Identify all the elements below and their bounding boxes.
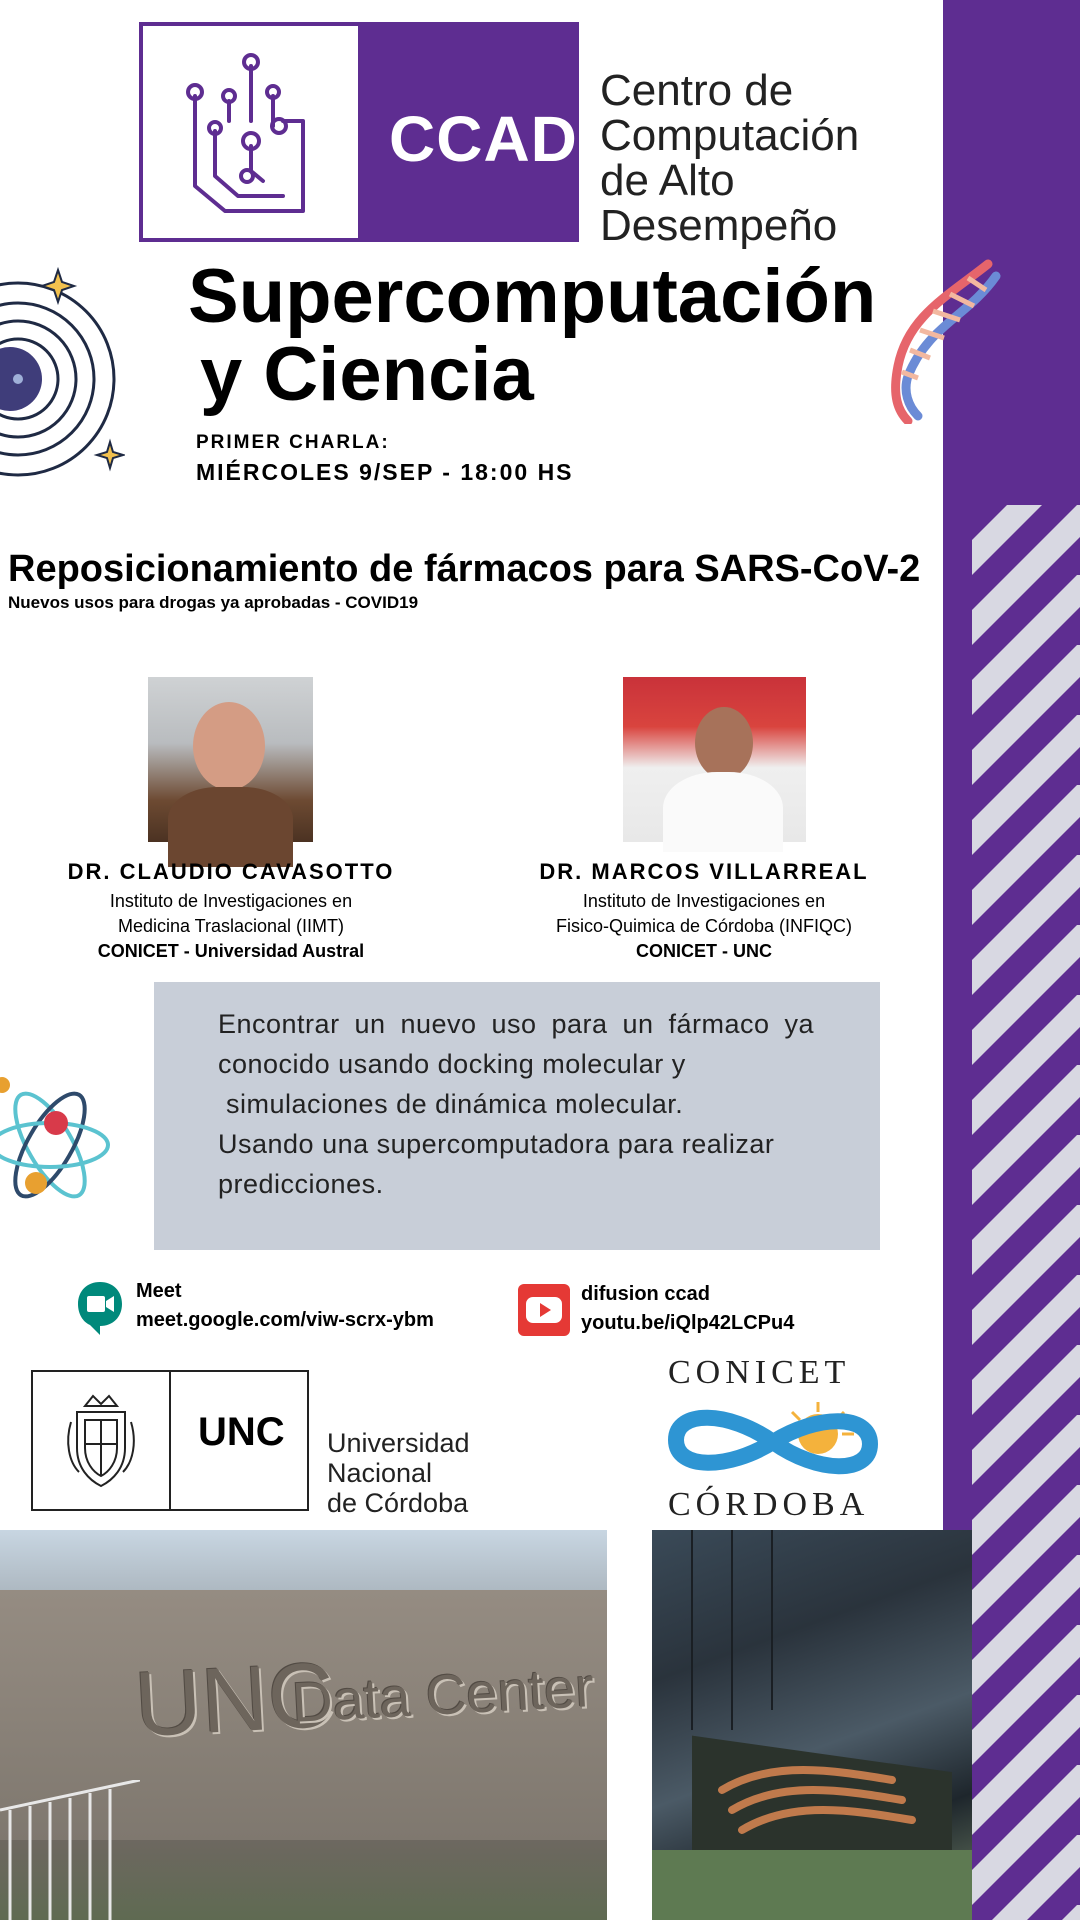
- diagonal-stripes: [972, 505, 1080, 1920]
- dna-icon: [878, 256, 1006, 424]
- speaker-institute: Instituto de Investigaciones en: [109, 891, 353, 911]
- meet-title: Meet: [136, 1280, 182, 1302]
- ccad-logo-circuit-panel: [143, 26, 358, 238]
- ccad-logo: [139, 22, 579, 242]
- orbit-decoration-icon: [0, 262, 125, 497]
- speaker-shirt: [663, 772, 783, 852]
- photo-caption-unc: UNC: [132, 1643, 337, 1757]
- speaker-photo-cavasotto: [148, 677, 313, 842]
- unc-data-center-photo: [0, 1530, 607, 1920]
- speaker-face: [193, 702, 265, 790]
- speaker-name: DR. CLAUDIO CAVASOTTO: [67, 859, 395, 884]
- youtube-title: difusion ccad: [581, 1283, 710, 1305]
- talk-title: Reposicionamiento de fármacos para SARS-CoV-2: [8, 548, 921, 590]
- server-hardware-photo: [652, 1530, 972, 1920]
- description-text: [218, 1004, 814, 1204]
- ccad-logo-text: CCAD: [389, 103, 578, 175]
- description-line: simulaciones de dinámica molecular.: [218, 1089, 684, 1119]
- circuit-icon: [143, 26, 358, 238]
- center-name-line: de Alto: [600, 156, 735, 205]
- description-line: Usando una supercomputadora para realizar predicciones.: [218, 1129, 775, 1199]
- speaker-face: [695, 707, 753, 779]
- center-name-line: Computación: [600, 111, 860, 160]
- sky: [0, 1530, 607, 1590]
- page-title-line1: Supercomputación: [188, 254, 877, 339]
- charla-date: MIÉRCOLES 9/SEP - 18:00 HS: [196, 459, 574, 485]
- conicet-infinity-icon: [668, 1400, 878, 1482]
- conicet-logo-bottom: CÓRDOBA: [668, 1486, 870, 1523]
- page-title-line2: y Ciencia: [200, 332, 534, 417]
- unc-logo: [31, 1370, 309, 1511]
- youtube-contact[interactable]: [581, 1283, 794, 1335]
- center-name: [600, 68, 859, 248]
- speaker-organization: CONICET - UNC: [636, 941, 772, 961]
- unc-name-line: de Córdoba: [327, 1488, 469, 1518]
- speaker-institute: Medicina Traslacional (IIMT): [117, 916, 345, 936]
- speaker-card-1: [11, 859, 451, 964]
- center-name-line: Desempeño: [600, 201, 838, 250]
- speaker-institute: Instituto de Investigaciones en: [582, 891, 826, 911]
- youtube-link[interactable]: youtu.be/iQlp42LCPu4: [581, 1312, 795, 1334]
- talk-subtitle: Nuevos usos para drogas ya aprobadas - COVID19: [8, 593, 419, 612]
- unc-name-line: Universidad: [327, 1428, 470, 1458]
- meet-contact[interactable]: [136, 1280, 434, 1332]
- speaker-organization: CONICET - Universidad Austral: [97, 941, 365, 961]
- unc-name: [327, 1428, 470, 1518]
- meet-link[interactable]: meet.google.com/viw-scrx-ybm: [136, 1309, 434, 1331]
- railing: [0, 1780, 140, 1920]
- speaker-name: DR. MARCOS VILLARREAL: [539, 859, 869, 884]
- unc-name-line: Nacional: [327, 1458, 433, 1488]
- description-box: [154, 982, 880, 1250]
- atom-icon: [0, 1055, 112, 1235]
- description-line: Encontrar un nuevo uso para un fármaco ya conocido usando docking molecular y: [218, 1009, 814, 1079]
- unc-crest-icon: [63, 1392, 139, 1490]
- speaker-photo-villarreal: [623, 677, 806, 842]
- unc-logo-text: UNC: [198, 1410, 285, 1454]
- charla-label: PRIMER CHARLA:: [196, 432, 390, 453]
- youtube-icon[interactable]: [518, 1284, 570, 1336]
- speaker-institute: Fisico-Quimica de Córdoba (INFIQC): [555, 916, 853, 936]
- unc-logo-divider: [169, 1372, 171, 1509]
- speaker-card-2: [484, 859, 924, 964]
- center-name-line: Centro de: [600, 66, 794, 115]
- photo-caption-datacenter: Data Center: [290, 1655, 596, 1734]
- speaker-jacket: [168, 787, 293, 867]
- conicet-logo-top: CONICET: [668, 1354, 851, 1391]
- google-meet-icon[interactable]: [76, 1280, 124, 1336]
